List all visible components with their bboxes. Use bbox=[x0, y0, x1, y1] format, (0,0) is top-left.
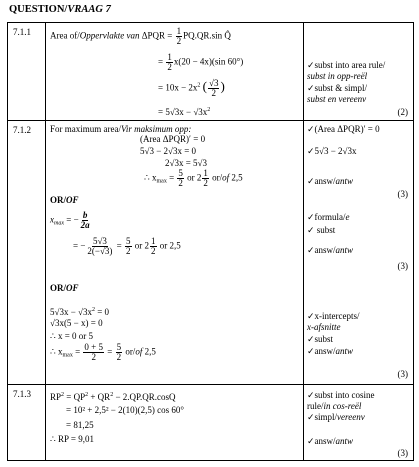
mark: subst en vereenv bbox=[307, 94, 367, 104]
question-number: 7.1.1 bbox=[8, 23, 46, 121]
mark: ✓subst into cosine bbox=[307, 390, 375, 400]
area-simplified-line: = $5√3x - √3x^2$ bbox=[158, 107, 211, 117]
mark-total: (2) bbox=[397, 107, 408, 117]
x-max-line: ∴ $x_{max}$ = $\frac{5}{2}$ or 2 $\frac{1}{2}$ or/of 2,5 bbox=[144, 168, 243, 188]
mark-total: (3) bbox=[397, 448, 408, 458]
substitution-line: = − $\frac{5√3}{2(-√3)}$ = $\frac{5}{2}$ or 2 $\frac{1}{2}$ or 2,5 bbox=[73, 236, 181, 256]
mark: ✓subst into area rule/ bbox=[307, 60, 386, 70]
marks-column bbox=[304, 385, 414, 461]
cosine-value-line: = 81,25 bbox=[66, 420, 94, 430]
mark: ✓formula/e bbox=[307, 212, 350, 222]
mark: ✓x-intercepts/ bbox=[307, 311, 360, 321]
formula-line: $x_{max}$ = − $\frac{b}{2a}$ bbox=[50, 210, 90, 230]
area-sub-line: = $\frac{1}{2}$ x(20 − 4x)(sin 60°) bbox=[158, 52, 244, 72]
rp-answer-line: ∴ RP = 9,01 bbox=[50, 434, 94, 444]
row-7-1-1 bbox=[8, 23, 414, 121]
mark: ✓answ/antw bbox=[307, 176, 354, 186]
mark: ✓answ/antw bbox=[307, 245, 354, 255]
mark-total: (3) bbox=[397, 369, 408, 379]
row-7-1-2 bbox=[8, 121, 414, 385]
mark: rule/in cos-reël bbox=[307, 401, 362, 411]
mark: x-afsnitte bbox=[307, 322, 341, 332]
or-heading: OR/OF bbox=[50, 195, 79, 205]
factor-line: √3x(5 − x) = 0 bbox=[50, 318, 103, 328]
question-heading: QUESTION/VRAAG 7 bbox=[9, 4, 111, 15]
marks-column bbox=[304, 121, 414, 385]
mark: ✓ subst bbox=[307, 225, 336, 235]
cosine-rule-line: $RP^2 = QP^2 + QR^2 - 2.QP.QR.\cos Q$ bbox=[50, 392, 176, 402]
mark: ✓simpl/vereenv bbox=[307, 412, 365, 422]
marks-column bbox=[304, 23, 414, 121]
cosine-sub-line: = 10² + 2,5² − 2(10)(2,5) cos 60° bbox=[66, 405, 184, 415]
mark: ✓5√3 − 2√3x bbox=[307, 146, 357, 156]
max-line: For maximum area/Vir maksimum opp: bbox=[50, 124, 192, 134]
answer-work bbox=[46, 23, 304, 121]
mark-total: (3) bbox=[397, 189, 408, 199]
mark: ✓subst bbox=[307, 334, 334, 344]
answer-work bbox=[46, 385, 304, 461]
mark: ✓subst & simpl/ bbox=[307, 83, 368, 93]
row-7-1-3 bbox=[8, 385, 414, 461]
derivative-step: 2√3x = 5√3 bbox=[165, 158, 207, 168]
area-expand-line: = $10x - 2x^2$ ( $\frac{√3}{2}$ ) bbox=[158, 78, 225, 98]
factor-line: $5√3x - √3x^2 = 0$ bbox=[50, 307, 110, 317]
derivative-step: 5√3 − 2√3x = 0 bbox=[140, 146, 197, 156]
derivative-line: (Area ΔPQR)′ = 0 bbox=[140, 134, 206, 144]
answer-work bbox=[46, 121, 304, 385]
mark: ✓answ/antw bbox=[307, 436, 354, 446]
area-line: Area of/Oppervlakte van ΔPQR = $\frac{1}{2}$ PQ.QR.sin Q̂ bbox=[50, 26, 231, 46]
mark: ✓(Area ΔPQR)′ = 0 bbox=[307, 124, 380, 134]
x-max-line: ∴ $x_{max}$ = $\frac{0 + 5}{2}$ = $\frac{5}{2}$ or/of 2,5 bbox=[50, 342, 156, 362]
or-heading: OR/OF bbox=[50, 283, 79, 293]
mark: subst in opp-reël bbox=[307, 71, 368, 81]
mark-total: (3) bbox=[397, 261, 408, 271]
question-number: 7.1.2 bbox=[8, 121, 46, 385]
roots-line: ∴ x = 0 or 5 bbox=[50, 331, 94, 341]
mark: ✓answ/antw bbox=[307, 346, 354, 356]
memo-table bbox=[7, 22, 414, 461]
question-number: 7.1.3 bbox=[8, 385, 46, 461]
